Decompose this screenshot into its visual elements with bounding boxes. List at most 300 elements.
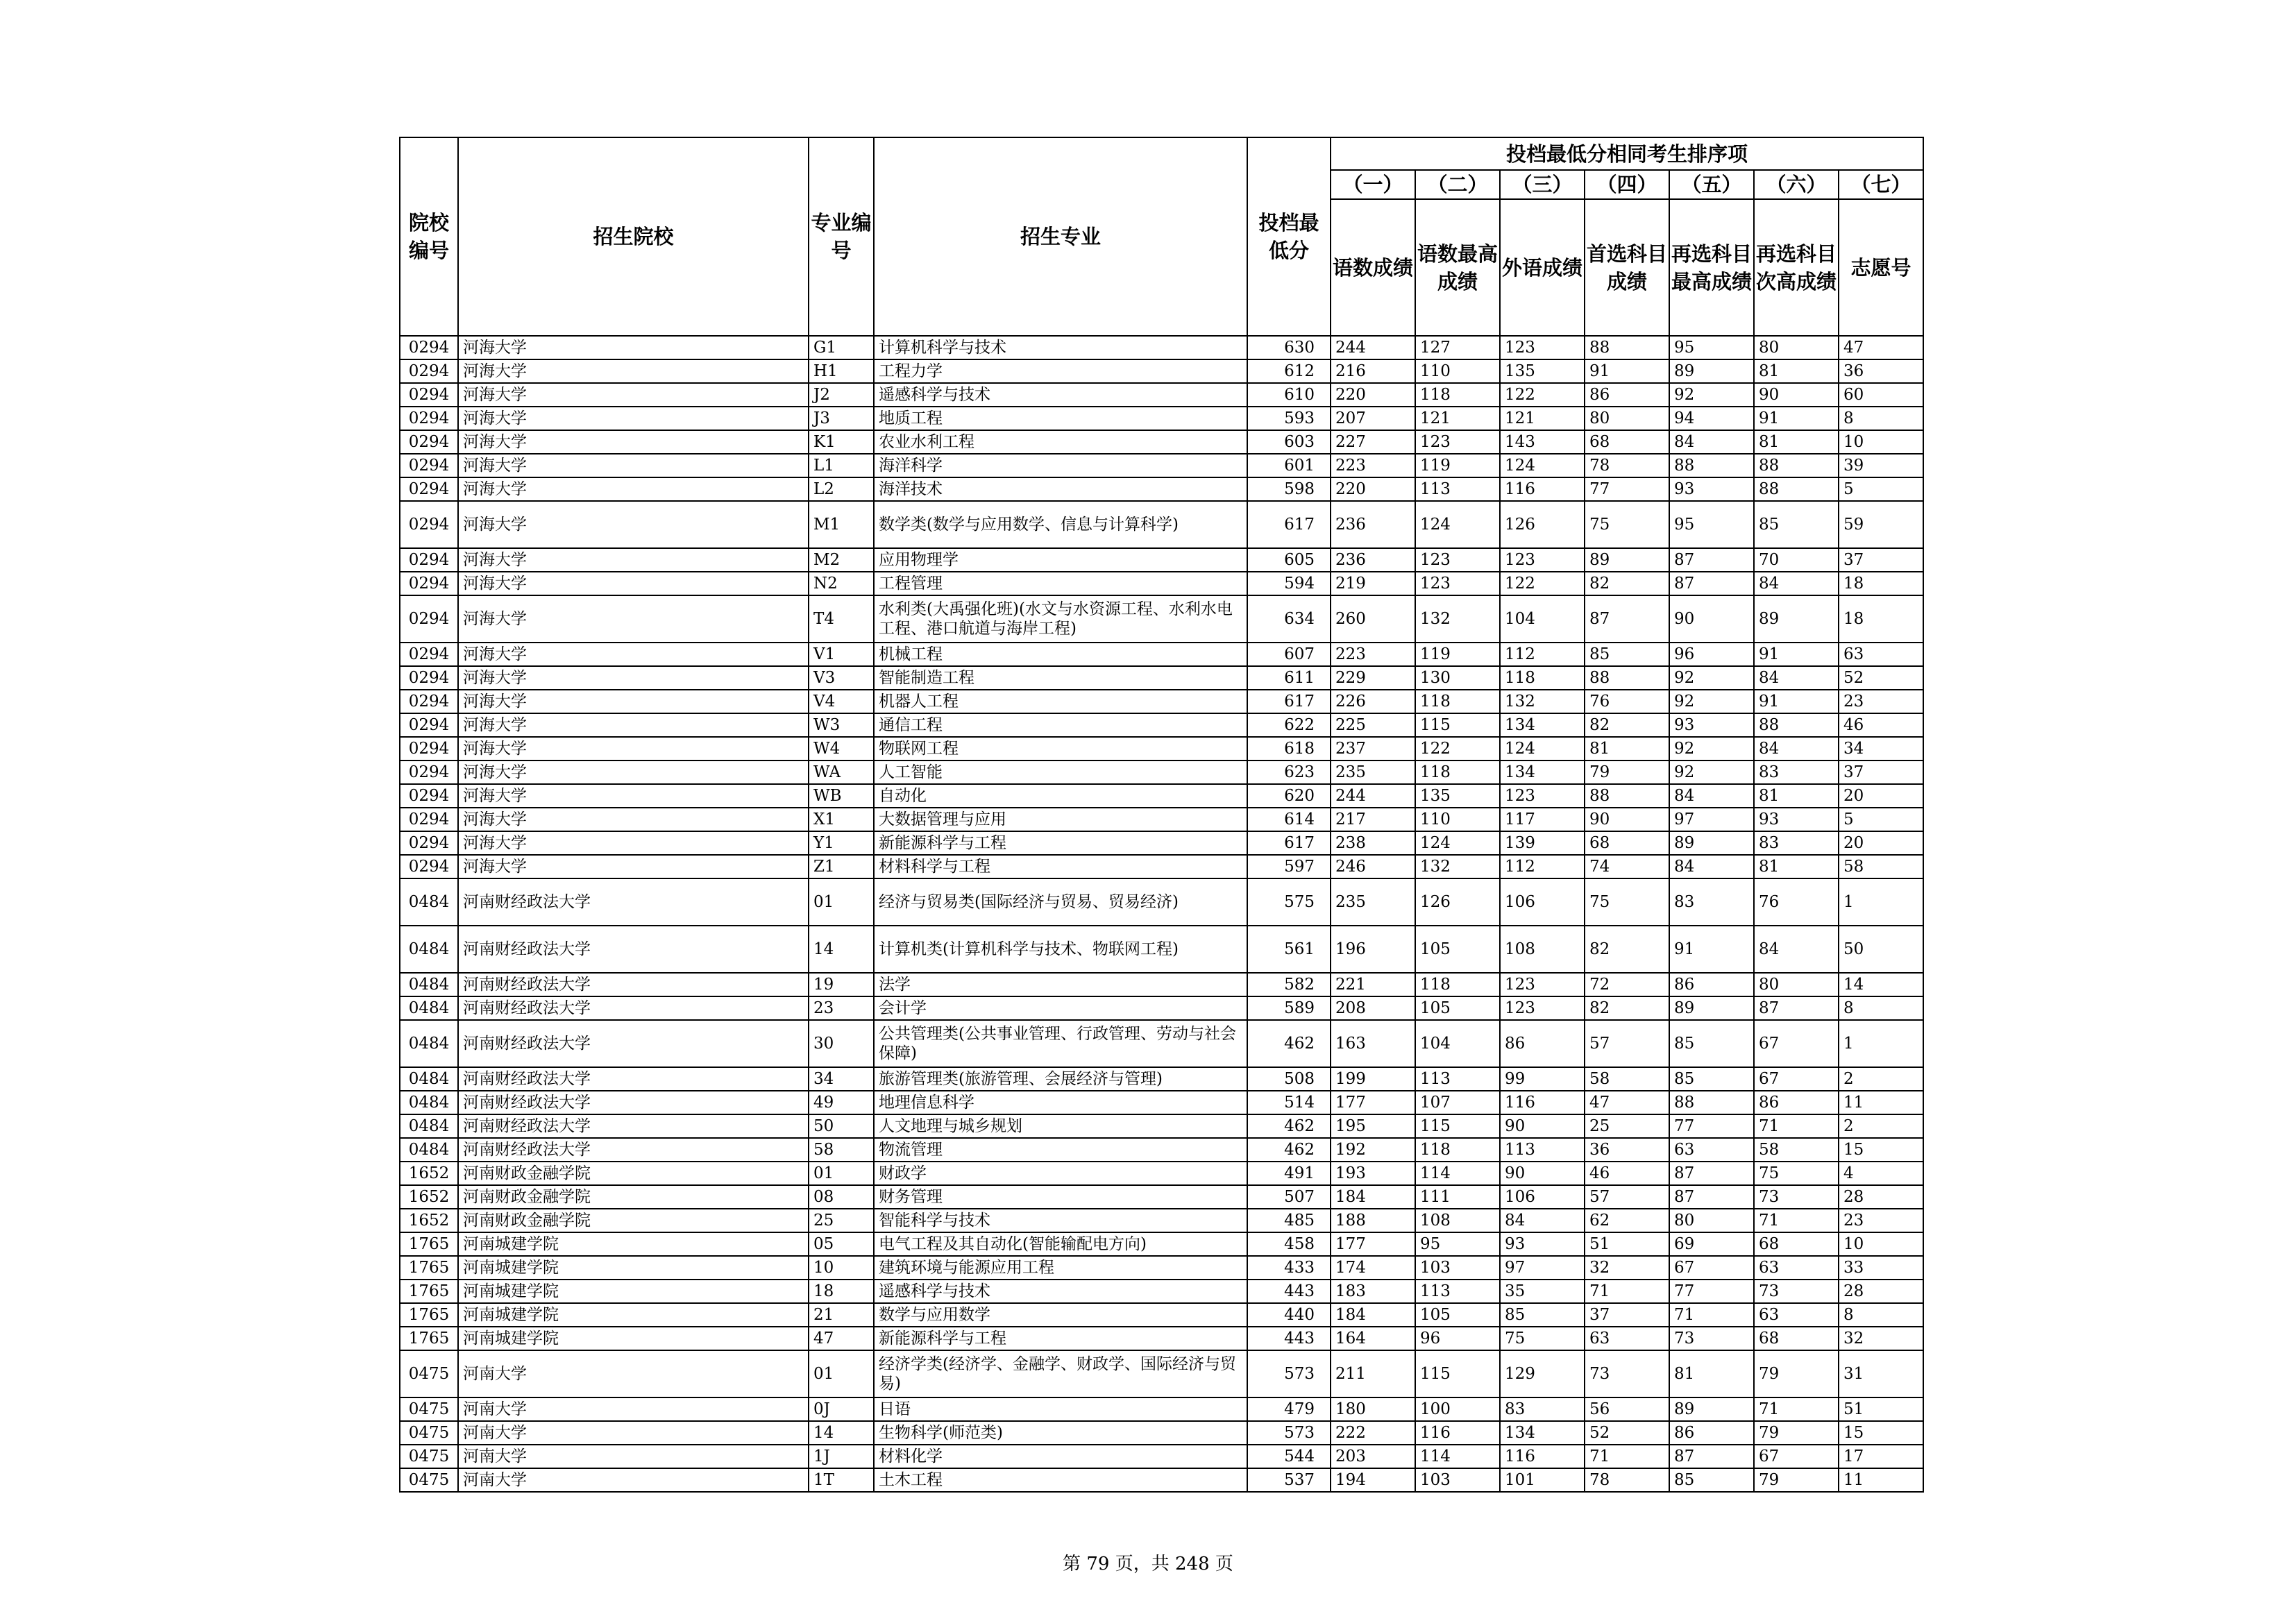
major-code-cell: 21 xyxy=(809,1303,874,1327)
major-name-cell: 计算机类(计算机科学与技术、物联网工程) xyxy=(874,926,1247,973)
tie6-cell: 71 xyxy=(1754,1114,1839,1138)
tie6-cell: 67 xyxy=(1754,1067,1839,1091)
major-code-cell: L1 xyxy=(809,454,874,477)
school-code-cell: 0294 xyxy=(400,713,458,737)
table-row xyxy=(400,1468,1923,1492)
tie6-cell: 88 xyxy=(1754,477,1839,501)
school-name-cell: 河南财政金融学院 xyxy=(458,1162,809,1185)
tie3-cell: 134 xyxy=(1500,1421,1585,1445)
major-code-cell: K1 xyxy=(809,430,874,454)
tie4-cell: 25 xyxy=(1585,1114,1669,1138)
tie5-cell: 87 xyxy=(1669,572,1754,595)
tie6-cell: 91 xyxy=(1754,407,1839,430)
school-code-cell: 1765 xyxy=(400,1327,458,1350)
school-name-cell: 河海大学 xyxy=(458,336,809,359)
major-name-cell: 遥感科学与技术 xyxy=(874,1280,1247,1303)
min-score-cell: 634 xyxy=(1247,595,1331,643)
tie3-cell: 116 xyxy=(1500,1091,1585,1114)
tie6-cell: 75 xyxy=(1754,1162,1839,1185)
major-code-cell: V4 xyxy=(809,690,874,713)
tie6-cell: 87 xyxy=(1754,996,1839,1020)
tie5-cell: 86 xyxy=(1669,973,1754,996)
tie7-cell: 58 xyxy=(1839,855,1923,878)
tie6-cell: 67 xyxy=(1754,1020,1839,1067)
tie2-cell: 132 xyxy=(1415,855,1500,878)
school-name-cell: 河南财经政法大学 xyxy=(458,1067,809,1091)
tie-label: 志愿号 xyxy=(1839,199,1923,336)
tie2-cell: 105 xyxy=(1415,1303,1500,1327)
school-code-cell: 1765 xyxy=(400,1256,458,1280)
tie4-cell: 79 xyxy=(1585,760,1669,784)
tie4-cell: 52 xyxy=(1585,1421,1669,1445)
tie2-cell: 108 xyxy=(1415,1209,1500,1232)
major-name-cell: 数学类(数学与应用数学、信息与计算科学) xyxy=(874,501,1247,548)
tie5-cell: 95 xyxy=(1669,336,1754,359)
min-score-cell: 462 xyxy=(1247,1138,1331,1162)
tie3-cell: 123 xyxy=(1500,996,1585,1020)
tie2-cell: 95 xyxy=(1415,1232,1500,1256)
tie4-cell: 90 xyxy=(1585,808,1669,831)
table-row xyxy=(400,760,1923,784)
tie6-cell: 80 xyxy=(1754,973,1839,996)
school-code-cell: 0294 xyxy=(400,407,458,430)
tie2-cell: 122 xyxy=(1415,737,1500,760)
tie3-cell: 97 xyxy=(1500,1256,1585,1280)
school-name-cell: 河南大学 xyxy=(458,1350,809,1397)
school-code-cell: 0484 xyxy=(400,926,458,973)
tie1-cell: 236 xyxy=(1331,548,1415,572)
school-code-cell: 0294 xyxy=(400,831,458,855)
school-name-cell: 河南大学 xyxy=(458,1421,809,1445)
tie2-cell: 103 xyxy=(1415,1256,1500,1280)
school-name-cell: 河海大学 xyxy=(458,359,809,383)
tie-group-header: 投档最低分相同考生排序项 xyxy=(1331,137,1923,170)
tie1-cell: 199 xyxy=(1331,1067,1415,1091)
tie6-cell: 84 xyxy=(1754,737,1839,760)
school-code-cell: 1765 xyxy=(400,1280,458,1303)
tie2-cell: 119 xyxy=(1415,454,1500,477)
tie-label: 外语成绩 xyxy=(1500,199,1585,336)
school-code-cell: 0475 xyxy=(400,1445,458,1468)
tie1-cell: 184 xyxy=(1331,1185,1415,1209)
tie-label: 语数成绩 xyxy=(1331,199,1415,336)
tie5-cell: 88 xyxy=(1669,454,1754,477)
min-score-cell: 573 xyxy=(1247,1350,1331,1397)
tie1-cell: 183 xyxy=(1331,1280,1415,1303)
tie5-cell: 87 xyxy=(1669,1185,1754,1209)
school-code-cell: 0294 xyxy=(400,666,458,690)
major-name-cell: 财务管理 xyxy=(874,1185,1247,1209)
table-row xyxy=(400,855,1923,878)
tie4-cell: 58 xyxy=(1585,1067,1669,1091)
tie1-cell: 236 xyxy=(1331,501,1415,548)
min-score-cell: 603 xyxy=(1247,430,1331,454)
tie5-cell: 71 xyxy=(1669,1303,1754,1327)
major-code-cell: J3 xyxy=(809,407,874,430)
min-score-cell: 594 xyxy=(1247,572,1331,595)
tie6-cell: 83 xyxy=(1754,760,1839,784)
school-name-cell: 河南财经政法大学 xyxy=(458,1114,809,1138)
tie1-cell: 177 xyxy=(1331,1232,1415,1256)
tie1-cell: 194 xyxy=(1331,1468,1415,1492)
tie6-cell: 71 xyxy=(1754,1209,1839,1232)
tie7-cell: 18 xyxy=(1839,572,1923,595)
school-code-cell: 0484 xyxy=(400,1020,458,1067)
tie2-cell: 132 xyxy=(1415,595,1500,643)
major-name-cell: 生物科学(师范类) xyxy=(874,1421,1247,1445)
major-name-cell: 大数据管理与应用 xyxy=(874,808,1247,831)
school-code-cell: 1765 xyxy=(400,1232,458,1256)
tie4-cell: 57 xyxy=(1585,1020,1669,1067)
tie1-cell: 211 xyxy=(1331,1350,1415,1397)
tie4-cell: 74 xyxy=(1585,855,1669,878)
tie1-cell: 223 xyxy=(1331,454,1415,477)
tie2-cell: 124 xyxy=(1415,831,1500,855)
tie1-cell: 164 xyxy=(1331,1327,1415,1350)
page-footer: 第 79 页，共 248 页 xyxy=(1063,1554,1233,1574)
tie4-cell: 47 xyxy=(1585,1091,1669,1114)
major-code-cell: V3 xyxy=(809,666,874,690)
min-score-cell: 507 xyxy=(1247,1185,1331,1209)
tie2-cell: 123 xyxy=(1415,572,1500,595)
tie6-cell: 58 xyxy=(1754,1138,1839,1162)
tie5-cell: 92 xyxy=(1669,737,1754,760)
major-name-cell: 旅游管理类(旅游管理、会展经济与管理) xyxy=(874,1067,1247,1091)
major-name-cell: 智能制造工程 xyxy=(874,666,1247,690)
tie4-cell: 80 xyxy=(1585,407,1669,430)
tie5-cell: 89 xyxy=(1669,831,1754,855)
tie5-cell: 86 xyxy=(1669,1421,1754,1445)
table-row xyxy=(400,643,1923,666)
min-score-cell: 614 xyxy=(1247,808,1331,831)
tie1-cell: 244 xyxy=(1331,784,1415,808)
table-row xyxy=(400,996,1923,1020)
tie1-cell: 221 xyxy=(1331,973,1415,996)
tie5-cell: 87 xyxy=(1669,1445,1754,1468)
table-row xyxy=(400,1256,1923,1280)
tie2-cell: 105 xyxy=(1415,996,1500,1020)
tie1-cell: 217 xyxy=(1331,808,1415,831)
school-name-cell: 河南财经政法大学 xyxy=(458,878,809,926)
tie3-cell: 106 xyxy=(1500,1185,1585,1209)
tie3-cell: 108 xyxy=(1500,926,1585,973)
tie-label: 再选科目最高成绩 xyxy=(1669,199,1754,336)
major-code-cell: 1J xyxy=(809,1445,874,1468)
table-row xyxy=(400,973,1923,996)
school-code-cell: 0484 xyxy=(400,1114,458,1138)
major-code-cell: 14 xyxy=(809,1421,874,1445)
tie4-cell: 89 xyxy=(1585,548,1669,572)
tie7-cell: 47 xyxy=(1839,336,1923,359)
tie6-cell: 83 xyxy=(1754,831,1839,855)
tie3-cell: 118 xyxy=(1500,666,1585,690)
min-score-cell: 561 xyxy=(1247,926,1331,973)
school-code-cell: 1652 xyxy=(400,1209,458,1232)
tie4-cell: 82 xyxy=(1585,572,1669,595)
table-row xyxy=(400,737,1923,760)
tie3-cell: 83 xyxy=(1500,1397,1585,1421)
tie5-cell: 94 xyxy=(1669,407,1754,430)
major-name-cell: 财政学 xyxy=(874,1162,1247,1185)
tie2-cell: 110 xyxy=(1415,808,1500,831)
tie1-cell: 229 xyxy=(1331,666,1415,690)
col-school-code: 院校编号 xyxy=(400,137,458,336)
tie7-cell: 1 xyxy=(1839,1020,1923,1067)
tie7-cell: 14 xyxy=(1839,973,1923,996)
tie-label: 首选科目成绩 xyxy=(1585,199,1669,336)
tie1-cell: 184 xyxy=(1331,1303,1415,1327)
table-row xyxy=(400,1445,1923,1468)
tie3-cell: 117 xyxy=(1500,808,1585,831)
tie6-cell: 79 xyxy=(1754,1468,1839,1492)
school-name-cell: 河海大学 xyxy=(458,548,809,572)
min-score-cell: 589 xyxy=(1247,996,1331,1020)
tie5-cell: 63 xyxy=(1669,1138,1754,1162)
school-name-cell: 河南财经政法大学 xyxy=(458,926,809,973)
tie1-cell: 246 xyxy=(1331,855,1415,878)
tie1-cell: 163 xyxy=(1331,1020,1415,1067)
min-score-cell: 612 xyxy=(1247,359,1331,383)
tie7-cell: 46 xyxy=(1839,713,1923,737)
min-score-cell: 601 xyxy=(1247,454,1331,477)
school-name-cell: 河海大学 xyxy=(458,407,809,430)
major-name-cell: 工程管理 xyxy=(874,572,1247,595)
major-name-cell: 通信工程 xyxy=(874,713,1247,737)
tie2-cell: 113 xyxy=(1415,477,1500,501)
min-score-cell: 443 xyxy=(1247,1327,1331,1350)
tie6-cell: 81 xyxy=(1754,784,1839,808)
tie1-cell: 192 xyxy=(1331,1138,1415,1162)
tie4-cell: 91 xyxy=(1585,359,1669,383)
major-code-cell: 34 xyxy=(809,1067,874,1091)
tie4-cell: 73 xyxy=(1585,1350,1669,1397)
table-body xyxy=(400,336,1923,1492)
tie1-cell: 188 xyxy=(1331,1209,1415,1232)
tie6-cell: 70 xyxy=(1754,548,1839,572)
school-name-cell: 河海大学 xyxy=(458,690,809,713)
school-name-cell: 河南财经政法大学 xyxy=(458,1091,809,1114)
table-row xyxy=(400,1397,1923,1421)
tie4-cell: 68 xyxy=(1585,831,1669,855)
tie6-cell: 63 xyxy=(1754,1256,1839,1280)
tie2-cell: 119 xyxy=(1415,643,1500,666)
tie7-cell: 31 xyxy=(1839,1350,1923,1397)
major-name-cell: 人文地理与城乡规划 xyxy=(874,1114,1247,1138)
min-score-cell: 618 xyxy=(1247,737,1331,760)
major-name-cell: 日语 xyxy=(874,1397,1247,1421)
table-row xyxy=(400,1280,1923,1303)
tie5-cell: 95 xyxy=(1669,501,1754,548)
tie7-cell: 5 xyxy=(1839,477,1923,501)
tie6-cell: 84 xyxy=(1754,572,1839,595)
table-row xyxy=(400,690,1923,713)
tie2-cell: 124 xyxy=(1415,501,1500,548)
tie5-cell: 85 xyxy=(1669,1067,1754,1091)
min-score-cell: 443 xyxy=(1247,1280,1331,1303)
school-code-cell: 0294 xyxy=(400,430,458,454)
admission-score-table xyxy=(399,137,1924,1493)
major-code-cell: V1 xyxy=(809,643,874,666)
tie1-cell: 207 xyxy=(1331,407,1415,430)
major-code-cell: 01 xyxy=(809,878,874,926)
col-min-score: 投档最低分 xyxy=(1247,137,1331,336)
tie5-cell: 85 xyxy=(1669,1468,1754,1492)
tie-label: 再选科目次高成绩 xyxy=(1754,199,1839,336)
tie6-cell: 73 xyxy=(1754,1185,1839,1209)
tie3-cell: 124 xyxy=(1500,737,1585,760)
tie-number: （五） xyxy=(1669,170,1754,199)
tie5-cell: 96 xyxy=(1669,643,1754,666)
major-code-cell: 50 xyxy=(809,1114,874,1138)
school-name-cell: 河南城建学院 xyxy=(458,1232,809,1256)
school-name-cell: 河海大学 xyxy=(458,737,809,760)
tie3-cell: 90 xyxy=(1500,1114,1585,1138)
tie1-cell: 244 xyxy=(1331,336,1415,359)
tie4-cell: 85 xyxy=(1585,643,1669,666)
tie7-cell: 36 xyxy=(1839,359,1923,383)
min-score-cell: 485 xyxy=(1247,1209,1331,1232)
tie5-cell: 80 xyxy=(1669,1209,1754,1232)
major-code-cell: L2 xyxy=(809,477,874,501)
school-name-cell: 河南城建学院 xyxy=(458,1256,809,1280)
tie1-cell: 227 xyxy=(1331,430,1415,454)
tie3-cell: 123 xyxy=(1500,336,1585,359)
tie6-cell: 79 xyxy=(1754,1421,1839,1445)
tie3-cell: 129 xyxy=(1500,1350,1585,1397)
tie-number: （四） xyxy=(1585,170,1669,199)
tie1-cell: 223 xyxy=(1331,643,1415,666)
school-name-cell: 河海大学 xyxy=(458,855,809,878)
major-name-cell: 电气工程及其自动化(智能输配电方向) xyxy=(874,1232,1247,1256)
major-code-cell: 47 xyxy=(809,1327,874,1350)
tie6-cell: 73 xyxy=(1754,1280,1839,1303)
major-name-cell: 海洋科学 xyxy=(874,454,1247,477)
tie2-cell: 126 xyxy=(1415,878,1500,926)
major-code-cell: Y1 xyxy=(809,831,874,855)
table-row xyxy=(400,407,1923,430)
table-row xyxy=(400,477,1923,501)
tie5-cell: 93 xyxy=(1669,713,1754,737)
tie5-cell: 97 xyxy=(1669,808,1754,831)
tie1-cell: 203 xyxy=(1331,1445,1415,1468)
tie6-cell: 90 xyxy=(1754,383,1839,407)
tie7-cell: 52 xyxy=(1839,666,1923,690)
min-score-cell: 598 xyxy=(1247,477,1331,501)
school-name-cell: 河南财经政法大学 xyxy=(458,1138,809,1162)
major-code-cell: H1 xyxy=(809,359,874,383)
tie6-cell: 91 xyxy=(1754,690,1839,713)
tie7-cell: 60 xyxy=(1839,383,1923,407)
major-code-cell: 19 xyxy=(809,973,874,996)
major-name-cell: 数学与应用数学 xyxy=(874,1303,1247,1327)
major-code-cell: 05 xyxy=(809,1232,874,1256)
tie6-cell: 76 xyxy=(1754,878,1839,926)
school-code-cell: 0484 xyxy=(400,1138,458,1162)
min-score-cell: 508 xyxy=(1247,1067,1331,1091)
tie3-cell: 123 xyxy=(1500,548,1585,572)
tie7-cell: 8 xyxy=(1839,996,1923,1020)
tie5-cell: 81 xyxy=(1669,1350,1754,1397)
school-name-cell: 河海大学 xyxy=(458,784,809,808)
tie2-cell: 107 xyxy=(1415,1091,1500,1114)
tie7-cell: 11 xyxy=(1839,1468,1923,1492)
major-name-cell: 材料科学与工程 xyxy=(874,855,1247,878)
tie2-cell: 118 xyxy=(1415,973,1500,996)
tie5-cell: 84 xyxy=(1669,855,1754,878)
table-row xyxy=(400,1209,1923,1232)
major-name-cell: 自动化 xyxy=(874,784,1247,808)
tie7-cell: 23 xyxy=(1839,690,1923,713)
table-row xyxy=(400,831,1923,855)
major-name-cell: 经济学类(经济学、金融学、财政学、国际经济与贸易) xyxy=(874,1350,1247,1397)
tie3-cell: 135 xyxy=(1500,359,1585,383)
major-code-cell: 08 xyxy=(809,1185,874,1209)
tie4-cell: 36 xyxy=(1585,1138,1669,1162)
tie3-cell: 85 xyxy=(1500,1303,1585,1327)
tie5-cell: 91 xyxy=(1669,926,1754,973)
school-name-cell: 河南城建学院 xyxy=(458,1280,809,1303)
major-name-cell: 计算机科学与技术 xyxy=(874,336,1247,359)
school-name-cell: 河海大学 xyxy=(458,643,809,666)
tie1-cell: 174 xyxy=(1331,1256,1415,1280)
min-score-cell: 593 xyxy=(1247,407,1331,430)
tie7-cell: 20 xyxy=(1839,831,1923,855)
min-score-cell: 611 xyxy=(1247,666,1331,690)
tie3-cell: 113 xyxy=(1500,1138,1585,1162)
tie6-cell: 67 xyxy=(1754,1445,1839,1468)
tie2-cell: 135 xyxy=(1415,784,1500,808)
major-code-cell: X1 xyxy=(809,808,874,831)
tie5-cell: 87 xyxy=(1669,1162,1754,1185)
major-code-cell: M1 xyxy=(809,501,874,548)
major-code-cell: 01 xyxy=(809,1350,874,1397)
table-row xyxy=(400,808,1923,831)
tie4-cell: 82 xyxy=(1585,926,1669,973)
school-name-cell: 河南财政金融学院 xyxy=(458,1209,809,1232)
tie7-cell: 10 xyxy=(1839,430,1923,454)
table-row xyxy=(400,1421,1923,1445)
tie3-cell: 143 xyxy=(1500,430,1585,454)
min-score-cell: 605 xyxy=(1247,548,1331,572)
tie7-cell: 37 xyxy=(1839,548,1923,572)
tie7-cell: 18 xyxy=(1839,595,1923,643)
table-row xyxy=(400,1091,1923,1114)
col-major-code: 专业编号 xyxy=(809,137,874,336)
school-code-cell: 0294 xyxy=(400,760,458,784)
major-name-cell: 智能科学与技术 xyxy=(874,1209,1247,1232)
tie7-cell: 51 xyxy=(1839,1397,1923,1421)
min-score-cell: 462 xyxy=(1247,1114,1331,1138)
school-name-cell: 河海大学 xyxy=(458,501,809,548)
tie2-cell: 123 xyxy=(1415,548,1500,572)
tie4-cell: 51 xyxy=(1585,1232,1669,1256)
tie3-cell: 112 xyxy=(1500,855,1585,878)
school-name-cell: 河南财经政法大学 xyxy=(458,1020,809,1067)
tie5-cell: 89 xyxy=(1669,996,1754,1020)
tie2-cell: 118 xyxy=(1415,1138,1500,1162)
tie-number: （一） xyxy=(1331,170,1415,199)
tie1-cell: 193 xyxy=(1331,1162,1415,1185)
tie5-cell: 69 xyxy=(1669,1232,1754,1256)
school-name-cell: 河海大学 xyxy=(458,572,809,595)
tie1-cell: 225 xyxy=(1331,713,1415,737)
tie3-cell: 93 xyxy=(1500,1232,1585,1256)
tie-number: （七） xyxy=(1839,170,1923,199)
school-code-cell: 0294 xyxy=(400,808,458,831)
tie4-cell: 72 xyxy=(1585,973,1669,996)
tie3-cell: 101 xyxy=(1500,1468,1585,1492)
tie2-cell: 118 xyxy=(1415,760,1500,784)
